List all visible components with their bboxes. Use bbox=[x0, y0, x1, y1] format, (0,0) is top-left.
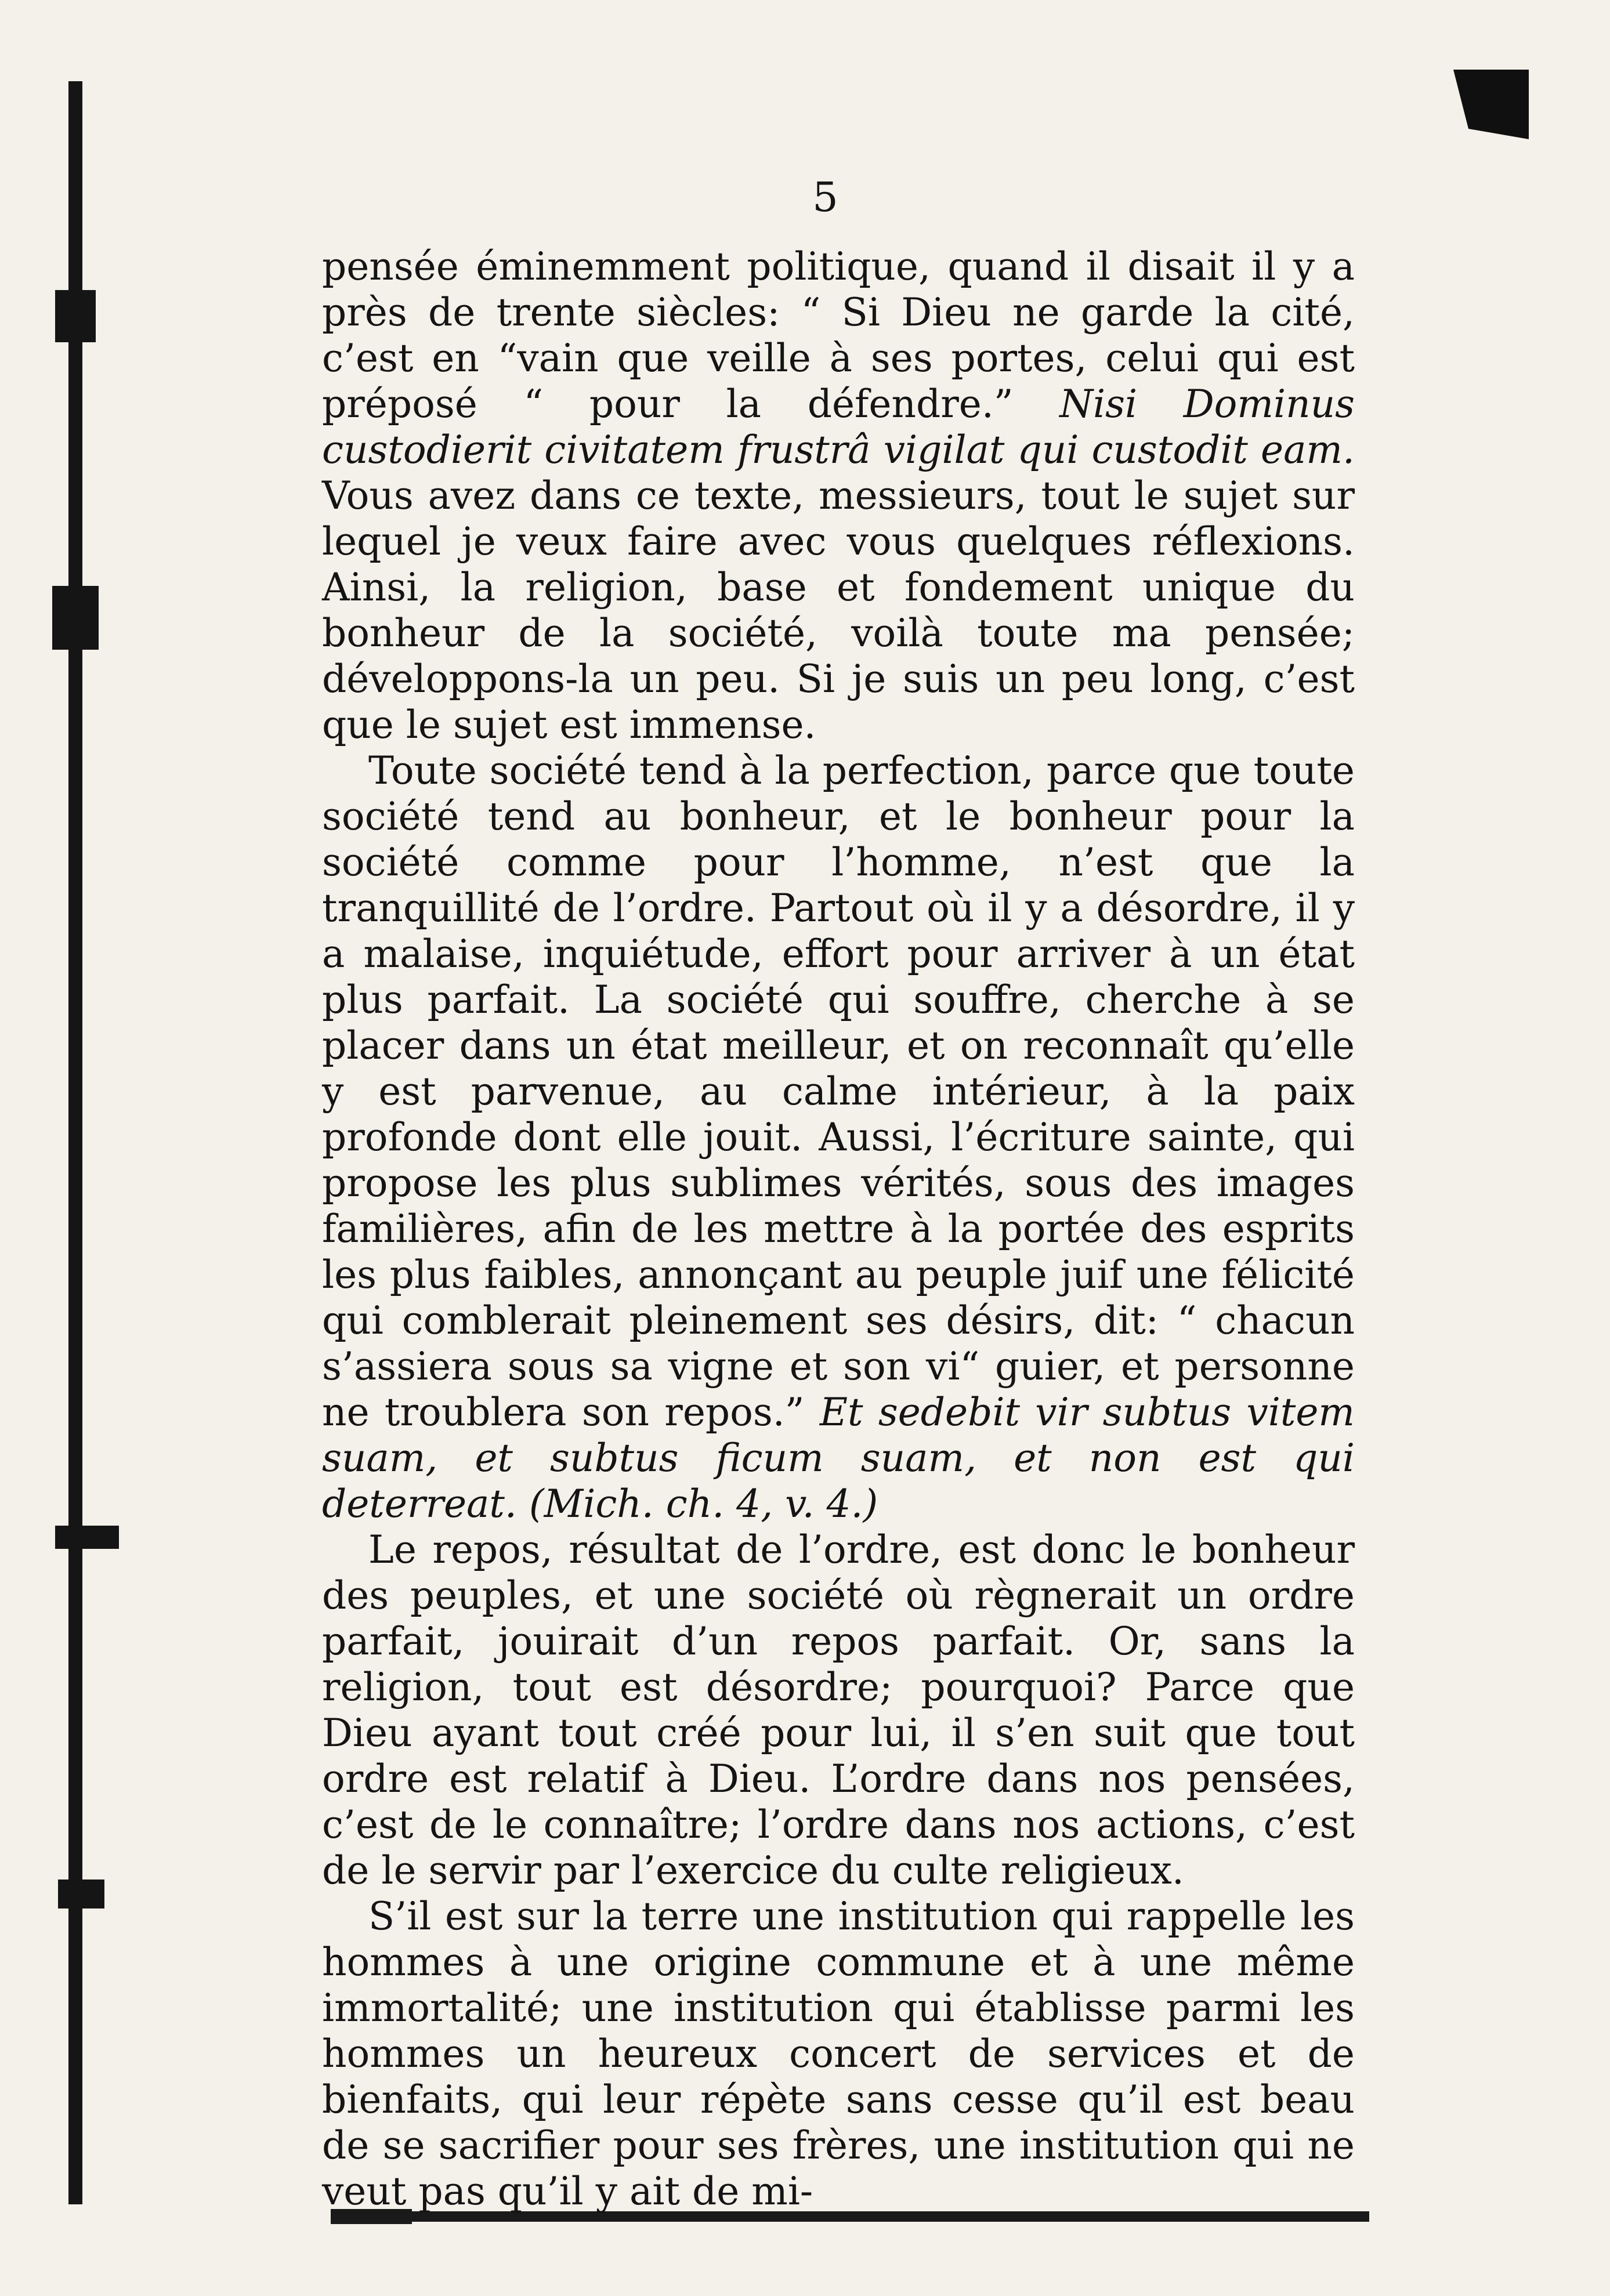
paragraph bbox=[322, 244, 1355, 748]
page-number: 5 bbox=[812, 173, 838, 221]
paragraph bbox=[322, 1527, 1355, 1893]
binding-mark-4 bbox=[58, 1879, 104, 1908]
corner-ink-mark bbox=[1453, 70, 1529, 139]
paragraph-text: Le repos, résultat de l’ordre, est donc le bonheur des peuples, et une société où règnerait un ordre parfait, jouirait d’un repos parfait. Or, sans la religion, tout est désordre; pourquoi? Parce que Dieu ayant tout créé pour lui, il s’en suit que tout ordre est relatif à Dieu. L’ordre dans nos pensées, c’est de le connaître; l’ordre dans nos actions, c’est de le servir par l’exercice du culte religieux. bbox=[322, 1527, 1355, 1893]
paragraph-text: pensée éminemment politique, quand il disait il y a près de trente siècles: “ Si Dieu ne garde la cité, c’est en “vain que veille à ses portes, celui qui est préposé “ pour la défendre.” bbox=[322, 244, 1355, 426]
paragraph-text: S’il est sur la terre une institution qui rappelle les hommes à une origine commune et à une même immortalité; une institution qui établisse parmi les hommes un heureux concert de services et de bienfaits, qui leur répète sans cesse qu’il est beau de se sacrifier pour ses frères, une institution qui ne veut pas qu’il y ait de mi- bbox=[322, 1894, 1355, 2214]
binding-mark-1 bbox=[55, 290, 96, 342]
binding-mark-3 bbox=[55, 1526, 119, 1549]
paragraph bbox=[322, 748, 1355, 1527]
body-text bbox=[322, 244, 1355, 2214]
latin-quote: Et sedebit vir subtus vitem suam, et subtus ficum suam, et non est qui deterreat. (Mich. ch. 4, v. 4.) bbox=[322, 1390, 1355, 1526]
paragraph bbox=[322, 1893, 1355, 2214]
paragraph-text: Toute société tend à la perfection, parce que toute société tend au bonheur, et le bonheur pour la société comme pour l’homme, n’est que la tranquillité de l’ordre. Partout où il y a désordre, il y a malaise, inquiétude, effort pour arriver à un état plus parfait. La société qui souffre, cherche à se placer dans un état meilleur, et on reconnaît qu’elle y est parvenue, au calme intérieur, à la paix profonde dont elle jouit. Aussi, l’écriture sainte, qui propose les plus sublimes vérités, sous des images familières, afin de les mettre à la portée des esprits les plus faibles, annonçant au peuple juif une félicité qui comblerait pleinement ses désirs, dit: “ chacun s’assiera sous sa vigne et son vi“ guier, et personne ne troublera son repos.” bbox=[322, 748, 1355, 1435]
binding-mark-2 bbox=[52, 586, 99, 650]
latin-quote: Nisi Dominus custodierit civitatem frustrâ vigilat qui custodit eam. bbox=[322, 382, 1355, 472]
paragraph-text: Vous avez dans ce texte, messieurs, tout le sujet sur lequel je veux faire avec vous quelques réflexions. Ainsi, la religion, base et fondement unique du bonheur de la société, voilà toute ma pensée; développons-la un peu. Si je suis un peu long, c’est que le sujet est immense. bbox=[322, 473, 1355, 747]
